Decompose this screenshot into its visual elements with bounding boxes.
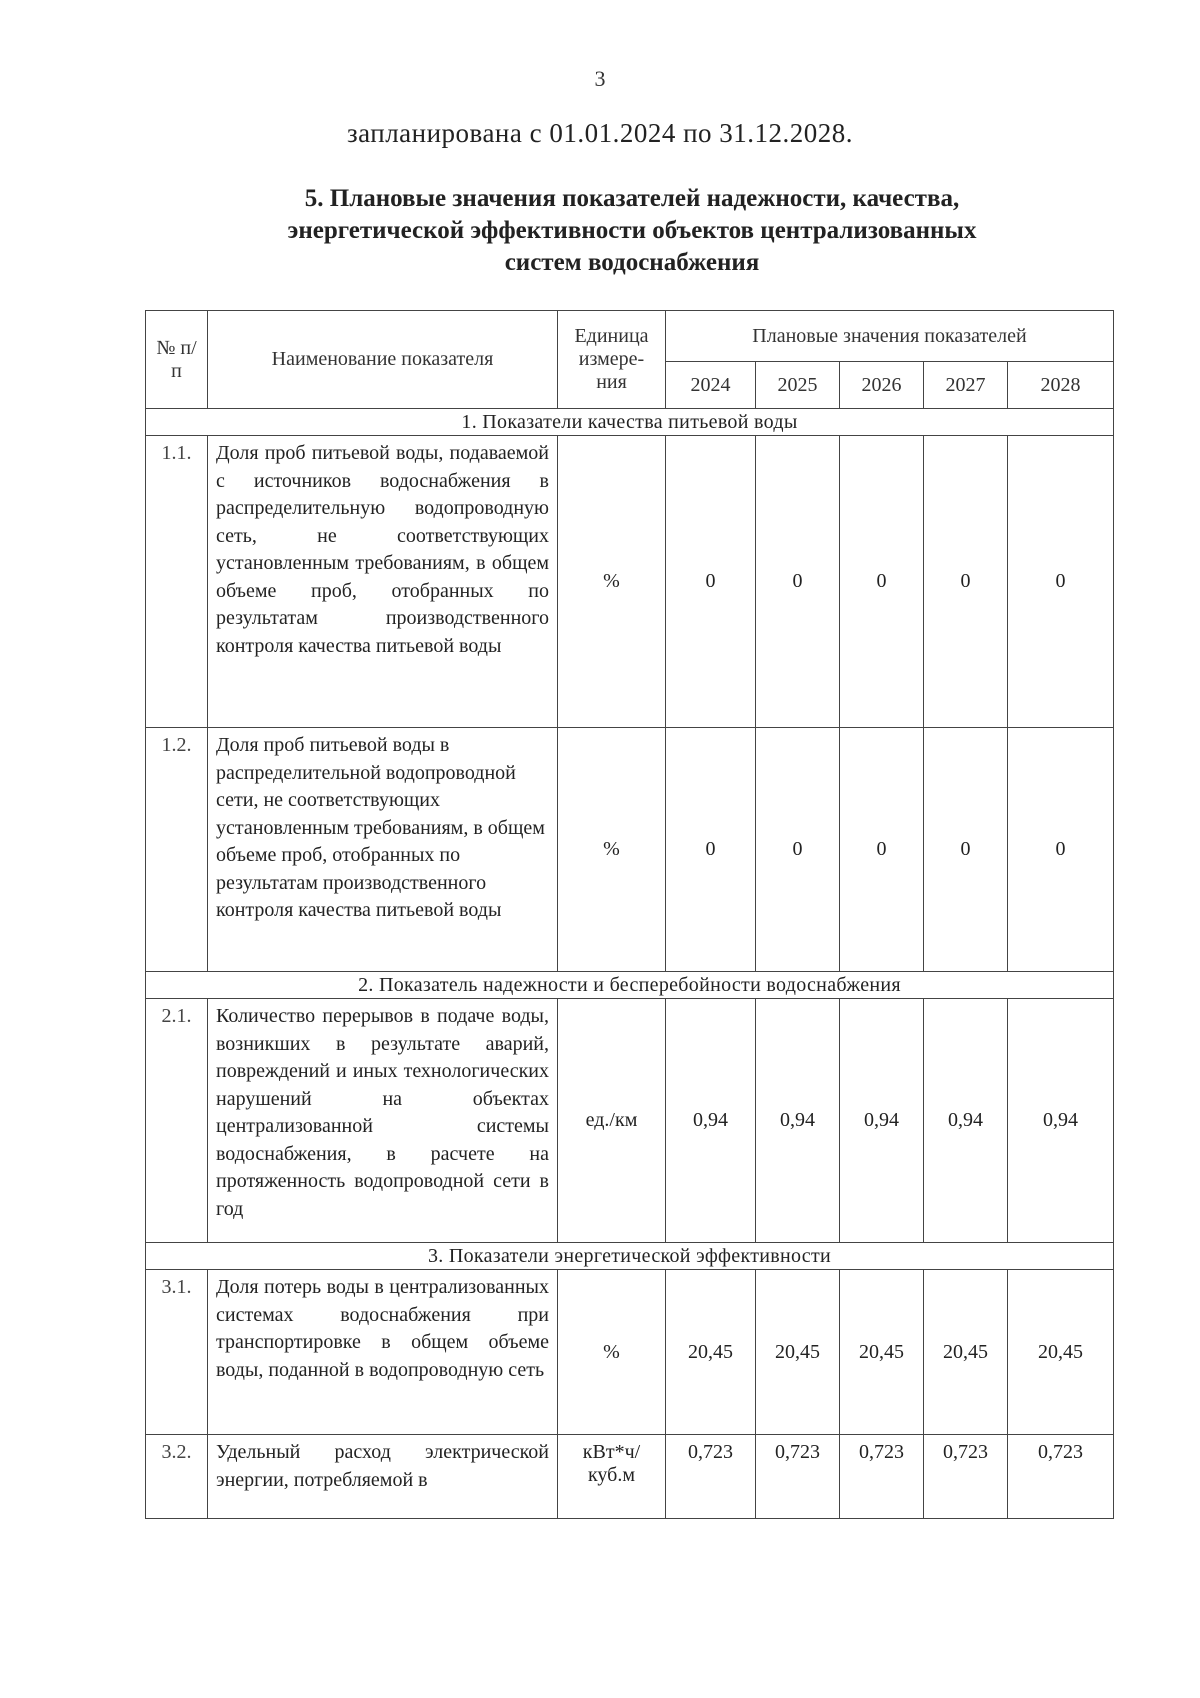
value-cell: 0,94	[924, 999, 1008, 1243]
header-unit: Единица измере-ния	[558, 311, 666, 409]
unit: %	[558, 1270, 666, 1435]
section-heading	[232, 183, 1032, 279]
value-cell: 0	[756, 436, 840, 728]
row-number: 1.1.	[146, 436, 208, 728]
section-heading-line: энергетической эффективности объектов централизованных	[287, 217, 977, 244]
value-cell: 20,45	[1008, 1270, 1114, 1435]
value-cell: 0,723	[756, 1435, 840, 1519]
section-heading-line: 5. Плановые значения показателей надежности, качества,	[304, 185, 960, 212]
value-cell: 0,94	[666, 999, 756, 1243]
value-cell: 0,723	[840, 1435, 924, 1519]
indicators-table	[145, 310, 1114, 1519]
table-row	[146, 1435, 1114, 1519]
group-title: 1. Показатели качества питьевой воды	[146, 409, 1114, 436]
table-row	[146, 728, 1114, 972]
group-row	[146, 409, 1114, 436]
page-number: 3	[594, 66, 606, 91]
value-cell: 0	[756, 728, 840, 972]
value-cell: 0	[1008, 728, 1114, 972]
value-cell: 0	[924, 728, 1008, 972]
value-cell: 0,723	[924, 1435, 1008, 1519]
header-year: 2024	[666, 362, 756, 409]
group-row	[146, 1243, 1114, 1270]
value-cell: 0,723	[1008, 1435, 1114, 1519]
section-heading-line: систем водоснабжения	[504, 249, 760, 276]
indicator-name: Количество перерывов в подаче воды, возникших в результате аварий, повреждений и иных технологических нарушений на объектах централизованной системы водоснабжения, в расчете на протяженность водопроводной сети в год	[208, 999, 558, 1243]
indicator-name: Удельный расход электрической энергии, потребляемой в	[208, 1435, 558, 1519]
header-year: 2025	[756, 362, 840, 409]
value-cell: 0,94	[840, 999, 924, 1243]
header-name: Наименование показателя	[208, 311, 558, 409]
value-cell: 0,94	[756, 999, 840, 1243]
value-cell: 0	[1008, 436, 1114, 728]
header-row	[146, 311, 1114, 362]
table-row	[146, 999, 1114, 1243]
value-cell: 0	[840, 728, 924, 972]
value-cell: 20,45	[924, 1270, 1008, 1435]
intro-line: запланирована с 01.01.2024 по 31.12.2028.	[346, 118, 854, 148]
group-title: 3. Показатели энергетической эффективности	[146, 1243, 1114, 1270]
row-number: 2.1.	[146, 999, 208, 1243]
value-cell: 0,94	[1008, 999, 1114, 1243]
value-cell: 0	[666, 728, 756, 972]
indicator-name: Доля потерь воды в централизованных системах водоснабжения при транспортировке в общем объеме воды, поданной в водопроводную сеть	[208, 1270, 558, 1435]
header-year: 2027	[924, 362, 1008, 409]
unit: %	[558, 436, 666, 728]
unit: %	[558, 728, 666, 972]
indicator-name: Доля проб питьевой воды, подаваемой с источников водоснабжения в распределительную водопроводную сеть, не соответствующих установленным требованиям, в общем объеме проб, отобранных по результатам производственного контроля качества питьевой воды	[208, 436, 558, 728]
value-cell: 20,45	[756, 1270, 840, 1435]
value-cell: 0	[840, 436, 924, 728]
header-year: 2026	[840, 362, 924, 409]
unit: ед./км	[558, 999, 666, 1243]
header-planned-values: Плановые значения показателей	[666, 311, 1114, 362]
table-row	[146, 1270, 1114, 1435]
value-cell: 0	[666, 436, 756, 728]
group-row	[146, 972, 1114, 999]
value-cell: 0,723	[666, 1435, 756, 1519]
row-number: 1.2.	[146, 728, 208, 972]
group-title: 2. Показатель надежности и бесперебойности водоснабжения	[146, 972, 1114, 999]
header-year: 2028	[1008, 362, 1114, 409]
value-cell: 0	[924, 436, 1008, 728]
row-number: 3.1.	[146, 1270, 208, 1435]
table-row	[146, 436, 1114, 728]
row-number: 3.2.	[146, 1435, 208, 1519]
indicator-name: Доля проб питьевой воды в распределительной водопроводной сети, не соответствующих установленным требованиям, в общем объеме проб, отобранных по результатам производственного контроля качества питьевой воды	[208, 728, 558, 972]
value-cell: 20,45	[840, 1270, 924, 1435]
value-cell: 20,45	[666, 1270, 756, 1435]
unit: кВт*ч/ куб.м	[558, 1435, 666, 1519]
header-num: № п/п	[146, 311, 208, 409]
